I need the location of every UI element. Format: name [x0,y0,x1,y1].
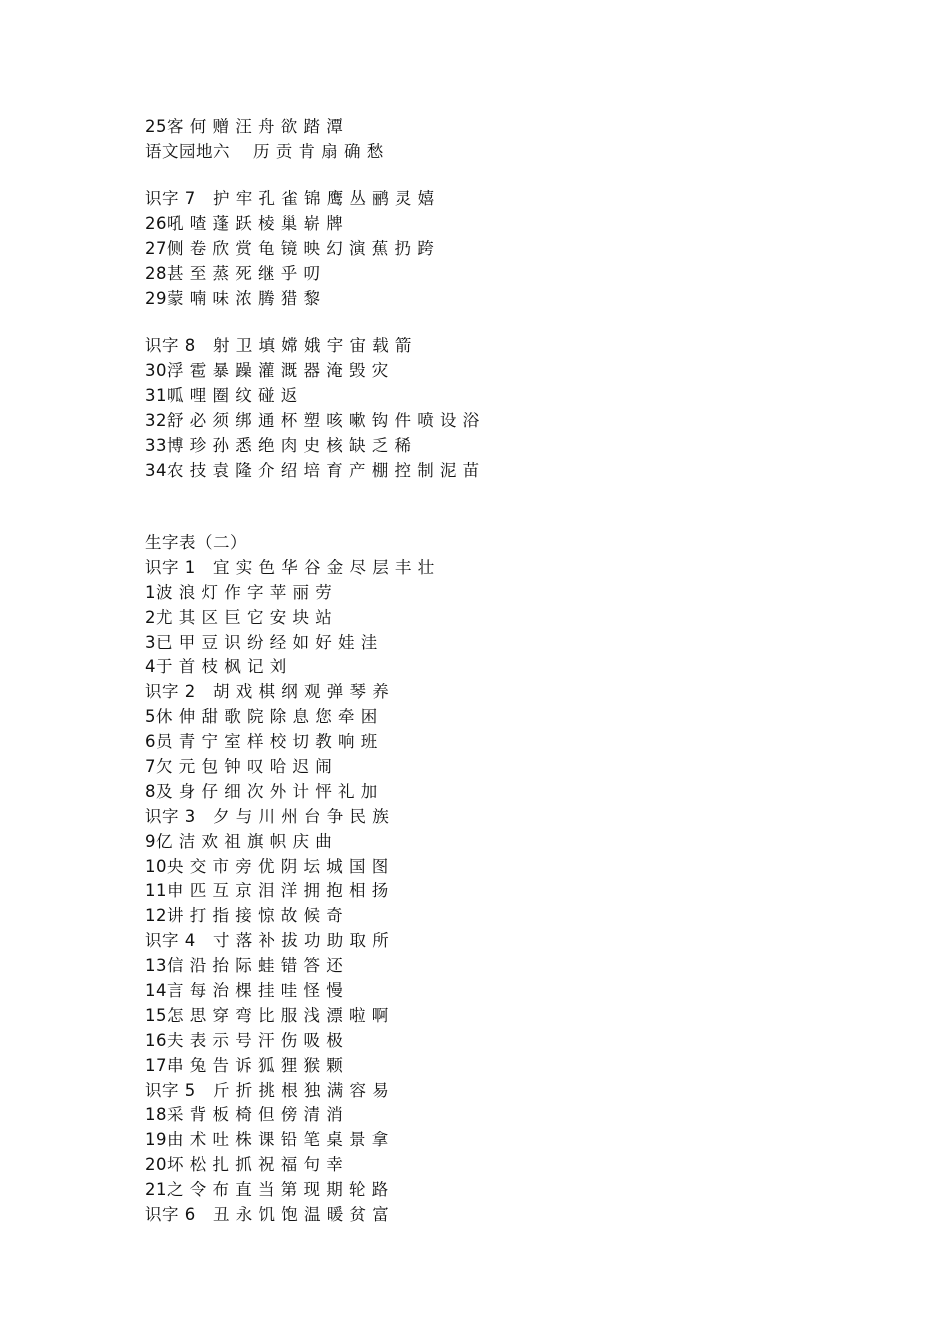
text-line: 33博 珍 孙 悉 绝 肉 史 核 缺 乏 稀 [145,436,412,455]
text-line: 14言 每 治 棵 挂 哇 怪 慢 [145,981,344,1000]
text-line: 30浮 雹 暴 躁 灌 溉 器 淹 毁 灾 [145,361,389,380]
text-line: 10央 交 市 旁 优 阴 坛 城 国 图 [145,857,389,876]
text-line: 11申 匹 互 京 泪 洋 拥 抱 相 扬 [145,881,389,900]
text-line: 识字 7 护 牢 孔 雀 锦 鹰 丛 鹂 灵 嬉 [145,189,435,208]
text-line: 1波 浪 灯 作 字 苹 丽 劳 [145,583,333,602]
text-line: 识字 5 斤 折 挑 根 独 满 容 易 [145,1081,390,1100]
text-line: 9亿 洁 欢 祖 旗 帜 庆 曲 [145,832,333,851]
text-line: 18采 背 板 椅 但 傍 清 消 [145,1105,344,1124]
text-line: 15怎 思 穿 弯 比 服 浅 漂 啦 啊 [145,1006,389,1025]
text-line: 31呱 哩 圈 纹 碰 返 [145,386,298,405]
text-line: 27侧 卷 欣 赏 龟 镜 映 幻 演 蕉 扔 跨 [145,239,435,258]
text-line: 8及 身 仔 细 次 外 计 怦 礼 加 [145,782,378,801]
text-line: 识字 1 宜 实 色 华 谷 金 尽 层 丰 壮 [145,558,435,577]
text-line: 20坏 松 扎 抓 祝 福 句 幸 [145,1155,344,1174]
text-line: 32舒 必 须 绑 通 杯 塑 咳 嗽 钩 件 喷 设 浴 [145,411,480,430]
section-heading: 生字表（二） [145,533,247,552]
text-line: 3已 甲 豆 识 纷 经 如 好 娃 洼 [145,633,378,652]
text-line: 识字 2 胡 戏 棋 纲 观 弹 琴 养 [145,682,390,701]
text-line: 7欠 元 包 钟 叹 哈 迟 闹 [145,757,333,776]
text-line: 21之 令 布 直 当 第 现 期 轮 路 [145,1180,389,1199]
text-line: 19由 术 吐 株 课 铅 笔 桌 景 拿 [145,1130,389,1149]
text-line: 25客 何 赠 汪 舟 欲 踏 潭 [145,117,344,136]
text-line: 26吼 喳 蓬 跃 棱 巢 崭 牌 [145,214,344,233]
text-line: 28甚 至 蒸 死 继 乎 叨 [145,264,321,283]
text-line: 5休 伸 甜 歌 院 除 息 您 牵 困 [145,707,378,726]
text-line: 6员 青 宁 室 样 校 切 教 响 班 [145,732,378,751]
text-line: 12讲 打 指 接 惊 故 候 奇 [145,906,344,925]
text-line: 识字 8 射 卫 填 嫦 娥 宇 宙 载 箭 [145,336,412,355]
text-line: 13信 沿 抬 际 蛙 错 答 还 [145,956,344,975]
text-line: 17串 兔 告 诉 狐 狸 猴 颗 [145,1056,344,1075]
text-line: 29蒙 喃 味 浓 腾 猎 黎 [145,289,321,308]
text-line: 语文园地六 历 贡 肯 扇 确 愁 [145,142,384,161]
text-line: 4于 首 枝 枫 记 刘 [145,657,287,676]
text-line: 34农 技 袁 隆 介 绍 培 育 产 棚 控 制 泥 苗 [145,461,480,480]
text-line: 16夫 表 示 号 汗 伤 吸 极 [145,1031,344,1050]
text-line: 2尤 其 区 巨 它 安 块 站 [145,608,333,627]
text-line: 识字 4 寸 落 补 拔 功 助 取 所 [145,931,390,950]
text-line: 识字 3 夕 与 川 州 台 争 民 族 [145,807,390,826]
text-line: 识字 6 丑 永 饥 饱 温 暖 贫 富 [145,1205,390,1224]
